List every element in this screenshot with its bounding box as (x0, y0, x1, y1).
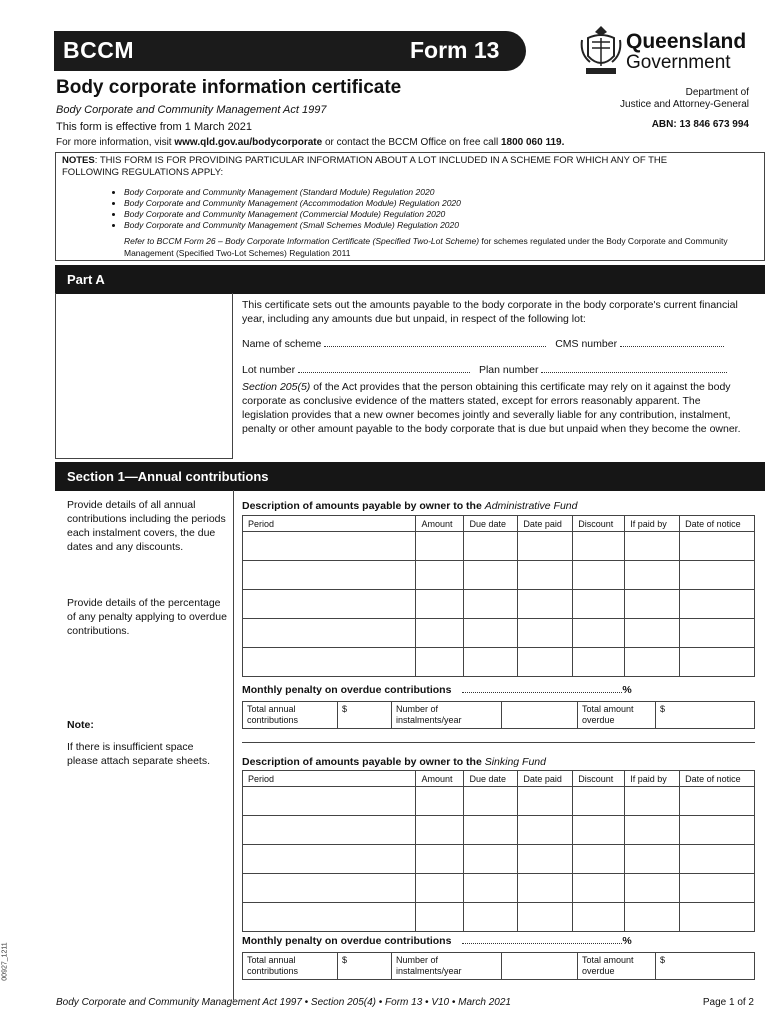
col-discount: Discount (573, 516, 625, 532)
admin-fund-title: Description of amounts payable by owner to the Administrative Fund (242, 500, 578, 512)
regulations-list (88, 187, 754, 231)
info-link[interactable]: www.qld.gov.au/bodycorporate (174, 137, 323, 148)
form-number: Form 13 (410, 37, 500, 63)
list-item: • Body Corporate and Community Management (Commercial Module) Regulation 2020 (124, 209, 754, 220)
form-code: BCCM (63, 37, 134, 63)
col-date-of-notice: Date of notice (680, 516, 755, 532)
notes-label: NOTES (62, 155, 95, 166)
table-row[interactable] (243, 532, 755, 561)
page-number: Page 1 of 2 (702, 997, 754, 1008)
col-period: Period (243, 516, 416, 532)
phone-number: 1800 060 119. (500, 137, 565, 148)
act-name: Body Corporate and Community Management Act 1997 (56, 104, 327, 116)
queensland-government-logo (580, 22, 770, 82)
section-1-heading: Section 1—Annual contributions (55, 462, 765, 491)
table-row[interactable] (243, 561, 755, 590)
notes-text: : THIS FORM IS FOR PROVIDING PARTICULAR INFORMATION ABOUT A LOT INCLUDED IN A SCHEME FOR WHICH ANY OF THE FOLLOWING REGULATIONS APPLY: (62, 155, 668, 178)
table-row[interactable] (243, 590, 755, 619)
list-item: • Body Corporate and Community Management (Small Schemes Module) Regulation 2020 (124, 220, 754, 231)
col-date-paid: Date paid (518, 516, 573, 532)
contributions-instructions: Provide details of all annual contributions including the periods each instalment covers, the due dates and any discounts. (67, 499, 226, 553)
col-period: Period (243, 771, 416, 787)
table-header-row (243, 516, 755, 532)
scheme-name-field[interactable] (324, 346, 546, 347)
admin-totals-row: Total annual contributions $ Number of instalments/year Total amount overdue $ (242, 701, 755, 729)
table-row[interactable] (243, 816, 755, 845)
table-row[interactable] (243, 874, 755, 903)
col-date-paid: Date paid (518, 771, 573, 787)
department: Department of Justice and Attorney-General (620, 87, 749, 110)
sinking-fund-title: Description of amounts payable by owner to the Sinking Fund (242, 756, 546, 768)
note-title: Note: (67, 719, 94, 731)
column-divider (233, 490, 234, 1000)
table-row[interactable] (243, 619, 755, 648)
penalty-instructions: Provide details of the percentage of any penalty applying to overdue contributions. (67, 597, 227, 637)
table-row[interactable] (243, 845, 755, 874)
logo-queensland: Queensland (626, 30, 747, 53)
info-line: For more information, visit www.qld.gov.au/bodycorporate or contact the BCCM Office on free call 1800 060 119. (56, 137, 565, 148)
col-amount: Amount (416, 771, 464, 787)
admin-fund-table (242, 515, 755, 677)
notes-box (55, 152, 765, 261)
plan-number-field[interactable] (541, 372, 727, 373)
logo-government: Government (626, 52, 731, 73)
crest-icon (580, 22, 622, 78)
effective-date: This form is effective from 1 March 2021 (56, 121, 253, 133)
page-title: Body corporate information certificate (56, 77, 402, 98)
sinking-penalty-row: Monthly penalty on overdue contributions % (242, 935, 632, 947)
form-side-code: 00927_1211 (1, 942, 9, 981)
col-due-date: Due date (464, 771, 518, 787)
admin-penalty-field[interactable] (462, 692, 622, 693)
col-if-paid-by: If paid by (625, 771, 680, 787)
cms-number-field[interactable] (620, 346, 724, 347)
section-205-note: Section 205(5) of the Act provides that the person obtaining this certificate may rely on it against the body corporate as conclusive evidence of the matters stated, except for errors reasonably apparent. The legislation provides that a new owner becomes jointly and severally liable for any contribution, instalment, penalty or other amount payable to the body corporate that is due but unpaid when they become the owner. (242, 381, 741, 435)
lot-number-field[interactable] (298, 372, 470, 373)
part-a-heading: Part A (55, 265, 765, 294)
col-date-of-notice: Date of notice (680, 771, 755, 787)
col-if-paid-by: If paid by (625, 516, 680, 532)
divider (242, 742, 755, 743)
note-text: If there is insufficient space please attach separate sheets. (67, 741, 211, 767)
col-discount: Discount (573, 771, 625, 787)
col-due-date: Due date (464, 516, 518, 532)
admin-penalty-row: Monthly penalty on overdue contributions % (242, 684, 632, 696)
sinking-fund-table (242, 770, 755, 932)
scheme-row: Name of scheme CMS number (242, 338, 724, 350)
part-a-left-column (55, 293, 233, 459)
form-banner (54, 31, 526, 71)
part-a-intro: This certificate sets out the amounts payable to the body corporate in the body corporate's current financial year, including any amounts due but unpaid, in respect of the following lot: (242, 299, 738, 325)
table-row[interactable] (243, 903, 755, 932)
list-item: • Body Corporate and Community Management (Accommodation Module) Regulation 2020 (124, 198, 754, 209)
table-row[interactable] (243, 787, 755, 816)
footer-text: Body Corporate and Community Management Act 1997 • Section 205(4) • Form 13 • V10 • March 2021 (56, 997, 511, 1008)
table-row[interactable] (243, 648, 755, 677)
abn: ABN: 13 846 673 994 (651, 119, 749, 130)
refer-note: Refer to BCCM Form 26 – Body Corporate Information Certificate (Specified Two-Lot Scheme) for schemes regulated under the Body Corporate and Community Management (Specified Two-Lot Schemes) Regulation 2011 (124, 236, 728, 258)
sinking-totals-row: Total annual contributions $ Number of instalments/year Total amount overdue $ (242, 952, 755, 980)
table-header-row (243, 771, 755, 787)
sinking-penalty-field[interactable] (462, 943, 622, 944)
lot-row: Lot number Plan number (242, 364, 727, 376)
list-item: • Body Corporate and Community Management (Standard Module) Regulation 2020 (124, 187, 754, 198)
col-amount: Amount (416, 516, 464, 532)
